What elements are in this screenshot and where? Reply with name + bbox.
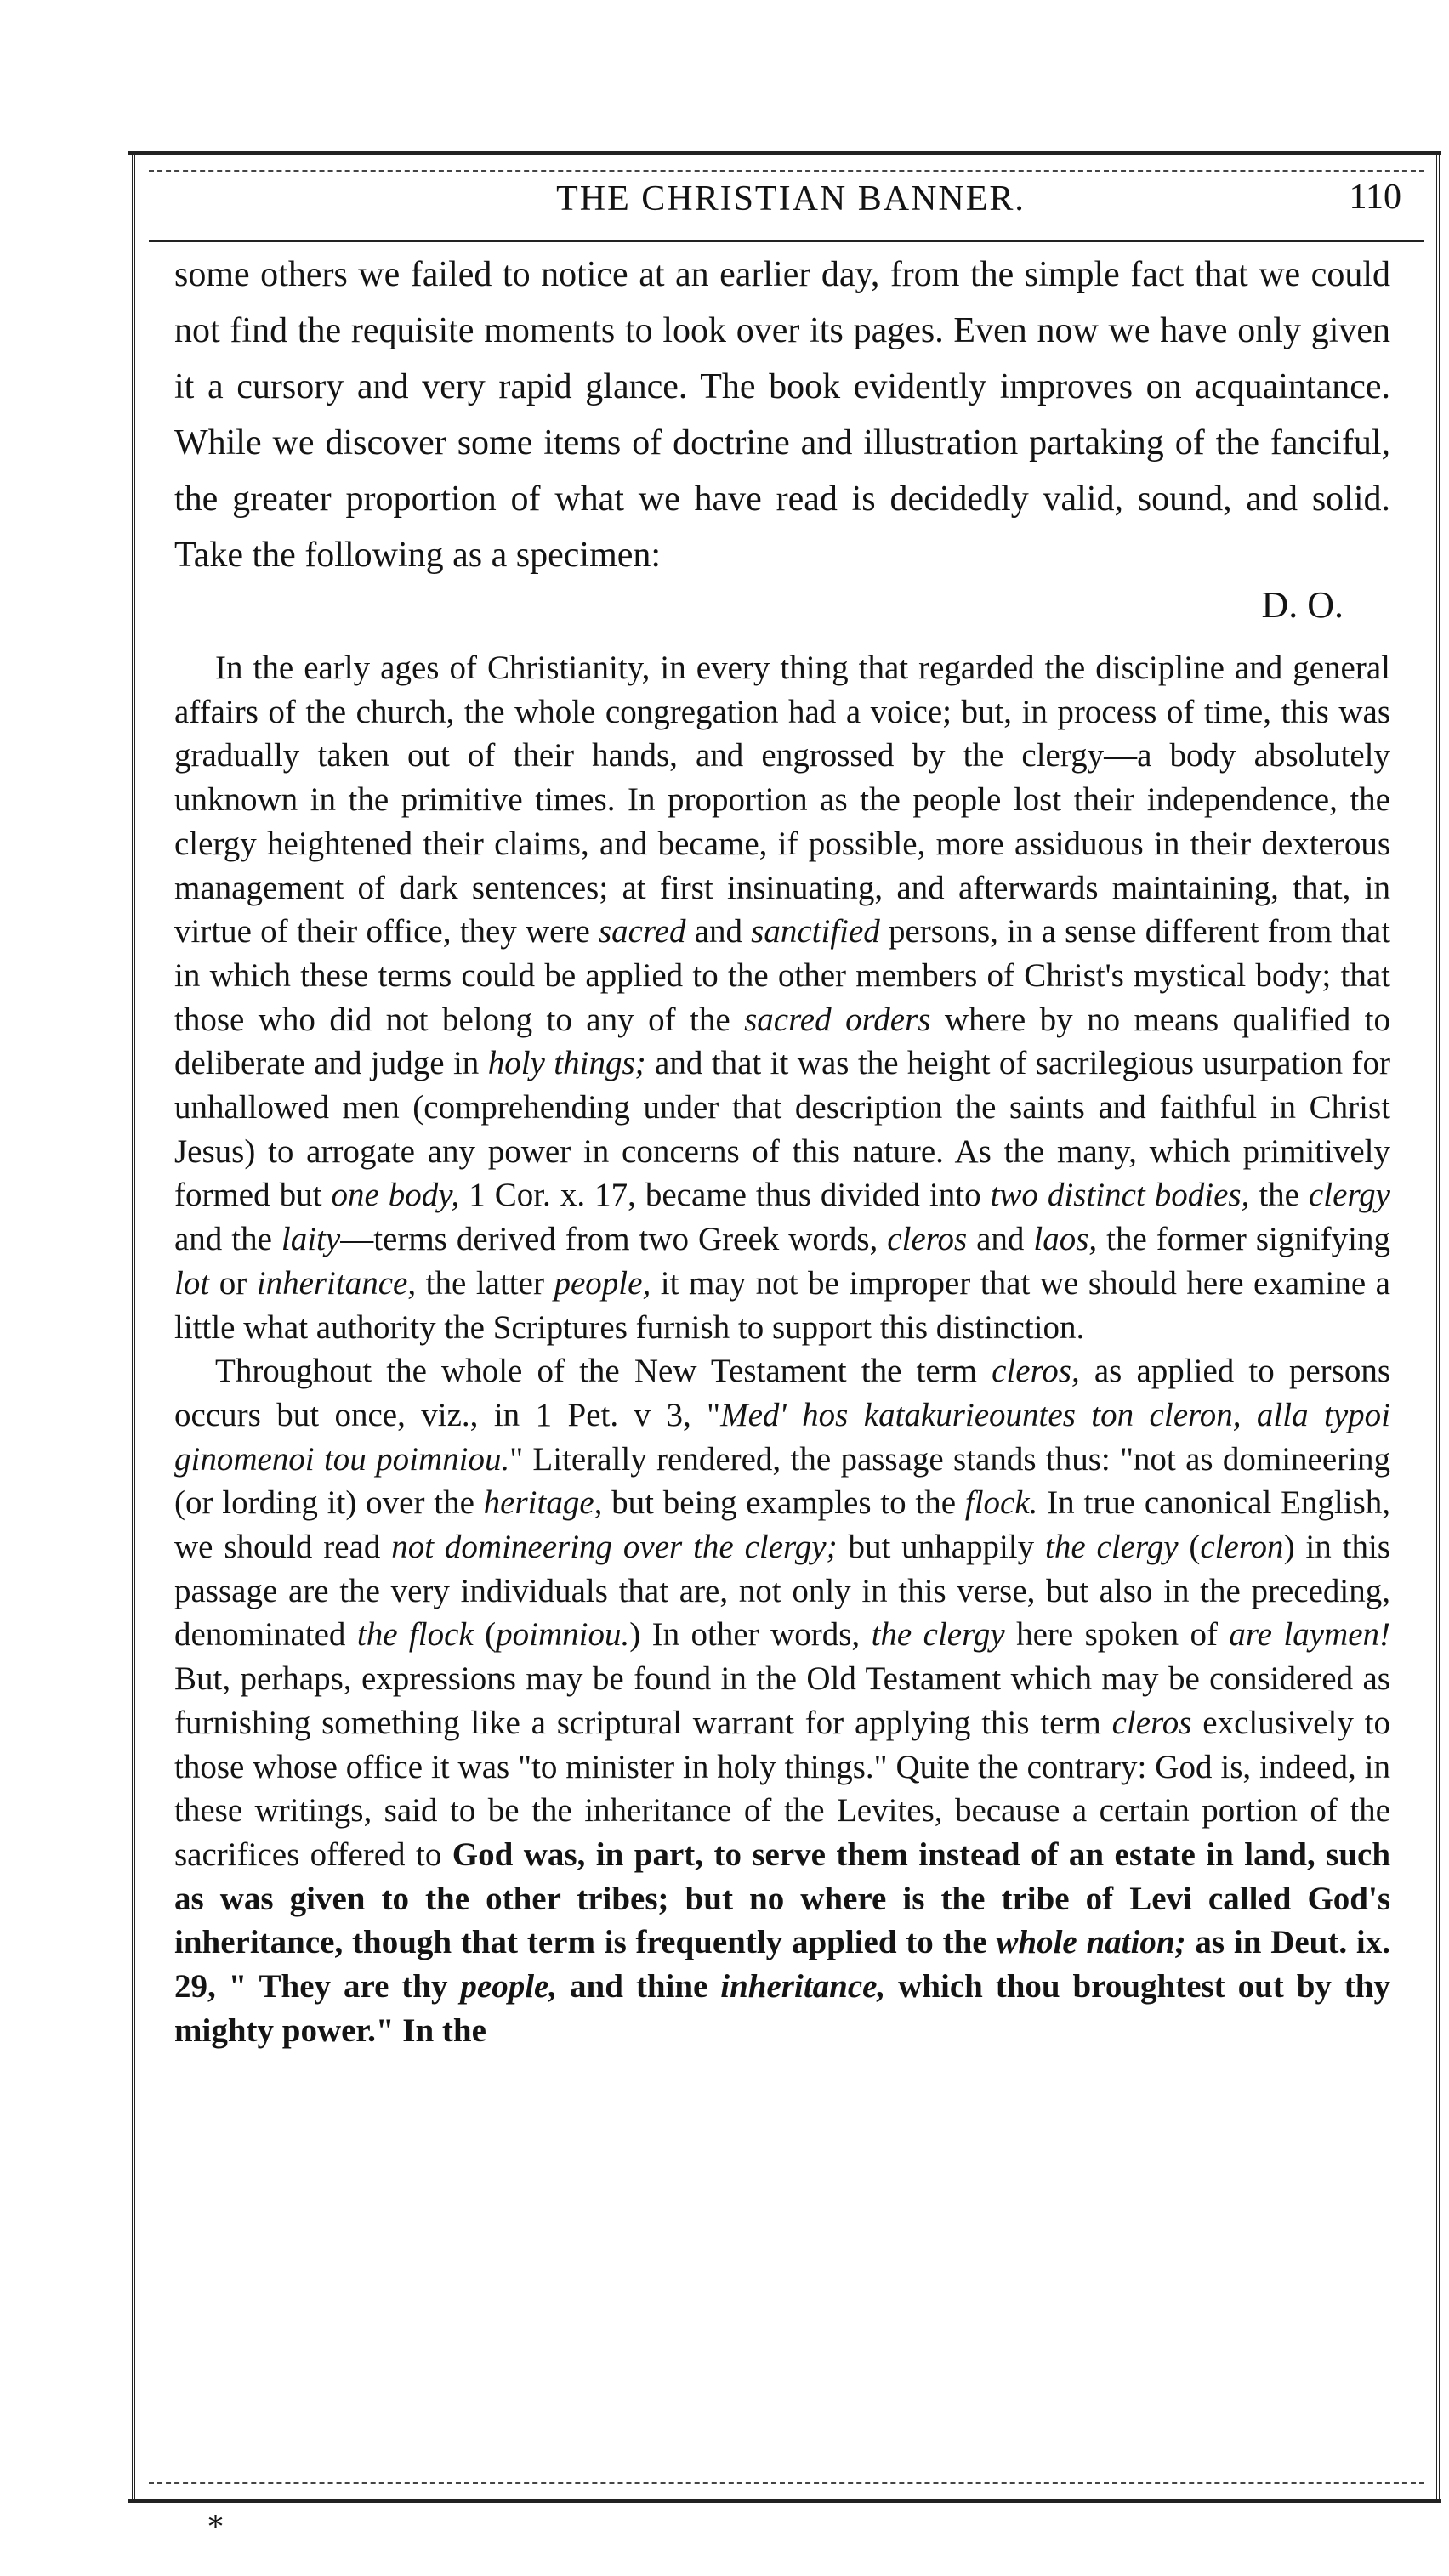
italic-run: laity [281,1221,341,1258]
italic-run: Med' hos katakurieountes ton cleron, alla typoi ginomenoi tou poimniou. [174,1396,1391,1478]
italic-run: holy things; [487,1045,646,1082]
italic-run: flock. [964,1484,1038,1522]
text-run: it may not be improper that we should here examine a little what authority the Scriptures furnish to support this distinction. [174,1264,1390,1346]
text-run: persons, in a sense different from that in which these terms could be applied to the other members of Christ's mystical body; that those who did not belong to any of the [174,913,1390,1038]
text-run: here spoken of [1004,1616,1230,1654]
italic-run: lot [174,1264,210,1302]
bold-italic-run: people, [460,1968,558,2006]
page-number: 110 [1349,178,1401,217]
bold-italic-run: whole nation; [996,1924,1186,1961]
italic-run: the flock [356,1616,474,1654]
text-run: But, perhaps, expressions may be found in the Old Testament which may be considered as furnishing something like a scriptural warrant for applying this term [174,1660,1390,1741]
text-run: but unhappily [837,1529,1045,1566]
text-run: ) in this passage are the very individuals that are, not only in this verse, but also in the preceding, denominated [174,1529,1390,1654]
italic-run: cleron [1200,1529,1284,1566]
bottom-dashed-rule [149,2482,1424,2484]
italic-run: inheritance, [256,1264,417,1302]
article-paragraph-2 [174,1349,1390,2052]
italic-run: the clergy [1045,1529,1179,1566]
article-paragraph-1 [174,646,1390,1349]
text-run: but being examples to the [602,1484,965,1522]
header-rule [149,240,1424,242]
text-run: where by no means qualified to deliberate and judge in [174,1001,1390,1082]
italic-run: one body, [331,1177,460,1214]
italic-run: clergy [1309,1177,1390,1214]
italic-run: cleros, [992,1353,1080,1390]
journal-title: THE CHRISTIAN BANNER. [556,179,1026,218]
text-run: 1 Cor. x. 17, became thus divided into [459,1177,991,1214]
text-run: " Literally rendered, the passage stands thus: "not as domineering (or lording it) over the [174,1440,1390,1522]
italic-run: sacred orders [744,1001,931,1038]
text-run: and that it was the height of sacrilegious usurpation for unhallowed men (comprehending under that description the saints and faithful in Christ Jesus) to arrogate any power in concerns of this nature. As the many, which primitively formed but [174,1045,1390,1214]
page-content [174,247,1390,2053]
italic-run: cleros [887,1221,968,1258]
bold-run: as in Deut. ix. 29, " They are thy [174,1924,1390,2006]
text-run: exclusively to those whose office it was "to minister in holy things." Quite the contrary: God is, indeed, in these writings, said to be the inheritance of the Levites, because a certain portion of the sacrifices offered to [174,1704,1390,1873]
italic-run: not domineering over the clergy; [391,1529,838,1566]
text-run: the former signifying [1097,1221,1390,1258]
italic-run: the clergy [871,1616,1005,1654]
italic-run: laos, [1033,1221,1098,1258]
italic-run: sacred [598,913,686,950]
footer-mark: * [208,2510,223,2544]
text-run: and the [174,1221,281,1258]
italic-run: cleros [1111,1704,1192,1741]
author-signature: D. O. [1261,584,1344,626]
italic-run: sanctified [751,913,880,950]
italic-run: heritage, [483,1484,603,1522]
article-body [174,646,1390,2053]
text-run: and [967,1221,1034,1258]
bottom-border-rule [128,2499,1441,2503]
text-run: Throughout the whole of the New Testament the term [215,1353,992,1390]
bold-run: God was, in part, to serve them instead of an estate in land, such as was given to the other tribes; but no where is the tribe of Levi called God's inheritance, though that term is frequently applied to the [174,1836,1391,1961]
italic-run: people, [554,1264,651,1302]
italic-run: are laymen! [1229,1616,1390,1654]
text-run: as applied to persons occurs but once, viz., in 1 Pet. v 3, " [174,1353,1391,1433]
text-run: the [1249,1177,1309,1214]
text-run: In the early ages of Christianity, in every thing that regarded the discipline and general affairs of the church, the whole congregation had a voice; but, in process of time, this was gradually taken out of their hands, and engrossed by the clergy—a body absolutely unknown in the primitive times. In proportion as the people lost their independence, the clergy heightened their claims, and became, if possible, more assiduous in their dexterous management of dark sentences; at first insinuating, and afterwards maintaining, that, in virtue of their office, they were [174,650,1390,950]
text-run: ) In other words, [629,1616,872,1654]
italic-run: two distinct bodies, [990,1177,1250,1214]
text-run: ( [473,1616,497,1654]
bold-italic-run: inheritance, [720,1968,886,2006]
text-run: In true canonical English, we should read [174,1484,1391,1566]
italic-run: poimniou. [496,1616,630,1654]
intro-section [174,247,1390,627]
text-run: and [685,913,752,950]
text-run: the latter [416,1264,554,1302]
running-header [170,173,1412,235]
text-run: —terms derived from two Greek words, [340,1221,888,1258]
bold-run: which thou broughtest out by thy mighty power." In the [174,1968,1390,2049]
bold-run: and thine [557,1968,721,2006]
text-run: ( [1178,1529,1201,1566]
text-run: or [209,1264,257,1302]
intro-paragraph: some others we failed to notice at an earlier day, from the simple fact that we could not find the requisite moments to look over its pages. Even now we have only given it a cursory and very rapid glance. The book evidently improves on acquaintance. While we discover some items of doctrine and illustration partaking of the fanciful, the greater proportion of what we have read is decidedly valid, sound, and solid. Take the following as a specimen: [174,255,1390,575]
